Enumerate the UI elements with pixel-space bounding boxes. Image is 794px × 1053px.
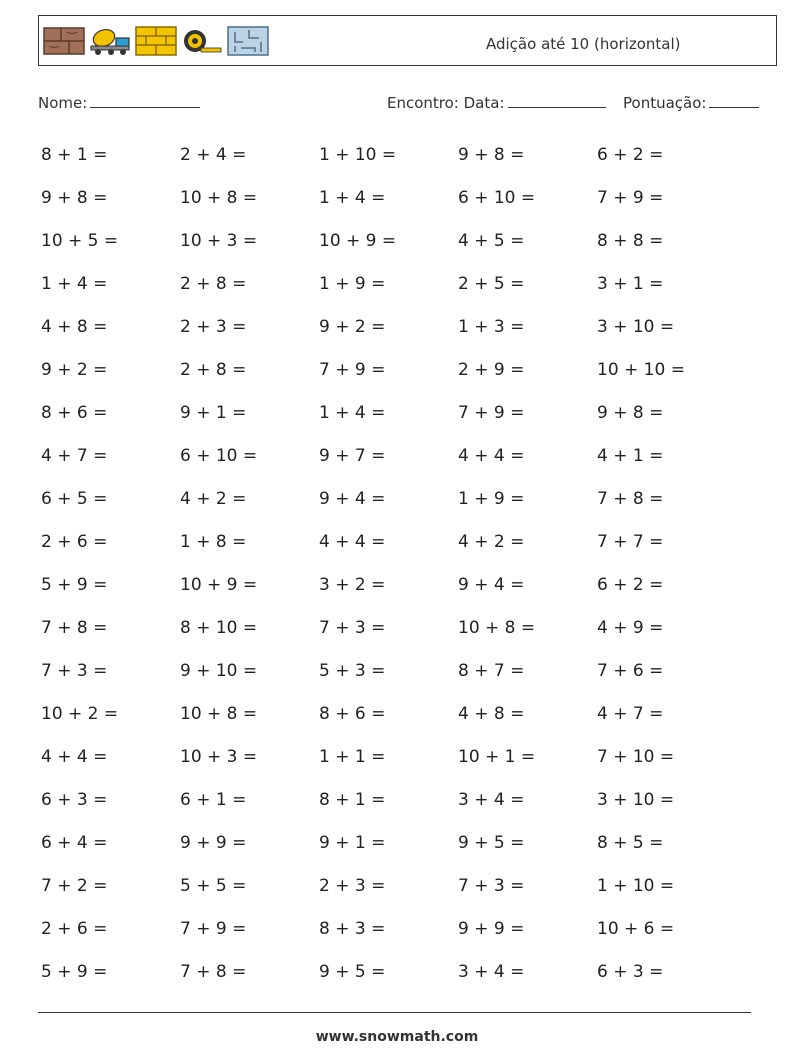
addition-problem: 10 + 8 = [458,618,536,638]
addition-problem: 1 + 10 = [597,876,675,896]
addition-problem: 9 + 1 = [319,833,386,853]
addition-problem: 7 + 3 = [319,618,386,638]
addition-problem: 4 + 9 = [597,618,664,638]
addition-problem: 5 + 9 = [41,962,108,982]
addition-problem: 7 + 9 = [180,919,247,939]
addition-problem: 7 + 8 = [180,962,247,982]
problem-row [41,477,741,520]
addition-problem: 7 + 10 = [597,747,675,767]
addition-problem: 3 + 10 = [597,790,675,810]
addition-problem: 3 + 2 = [319,575,386,595]
addition-problem: 9 + 5 = [458,833,525,853]
name-field [38,93,200,112]
date-field [387,93,606,112]
problem-row [41,520,741,563]
addition-problem: 9 + 10 = [180,661,258,681]
addition-problem: 7 + 9 = [597,188,664,208]
addition-problem: 8 + 6 = [319,704,386,724]
problem-grid [41,133,741,993]
addition-problem: 1 + 4 = [319,188,386,208]
addition-problem: 8 + 5 = [597,833,664,853]
problem-row [41,907,741,950]
addition-problem: 10 + 6 = [597,919,675,939]
addition-problem: 1 + 1 = [319,747,386,767]
addition-problem: 9 + 4 = [319,489,386,509]
addition-problem: 5 + 5 = [180,876,247,896]
addition-problem: 10 + 8 = [180,188,258,208]
addition-problem: 7 + 3 = [458,876,525,896]
problem-row [41,434,741,477]
footer-url: www.snowmath.com [315,1029,479,1045]
addition-problem: 6 + 3 = [597,962,664,982]
addition-problem: 9 + 4 = [458,575,525,595]
addition-problem: 7 + 9 = [319,360,386,380]
addition-problem: 4 + 4 = [41,747,108,767]
addition-problem: 1 + 9 = [458,489,525,509]
addition-problem: 10 + 10 = [597,360,685,380]
addition-problem: 1 + 10 = [319,145,397,165]
problem-row [41,864,741,907]
addition-problem: 4 + 8 = [41,317,108,337]
addition-problem: 10 + 8 = [180,704,258,724]
addition-problem: 9 + 9 = [458,919,525,939]
footer-divider [38,1012,751,1013]
score-label: Pontuação: [623,94,707,112]
problem-row [41,262,741,305]
addition-problem: 6 + 4 = [41,833,108,853]
problem-row [41,305,741,348]
addition-problem: 10 + 9 = [180,575,258,595]
addition-problem: 2 + 5 = [458,274,525,294]
score-field [623,93,759,112]
addition-problem: 8 + 6 = [41,403,108,423]
addition-problem: 9 + 9 = [180,833,247,853]
addition-problem: 8 + 1 = [319,790,386,810]
addition-problem: 9 + 1 = [180,403,247,423]
problem-row [41,133,741,176]
score-blank[interactable] [709,93,759,108]
addition-problem: 1 + 4 = [41,274,108,294]
addition-problem: 6 + 5 = [41,489,108,509]
problem-row [41,391,741,434]
problem-row [41,950,741,993]
addition-problem: 6 + 10 = [458,188,536,208]
addition-problem: 9 + 5 = [319,962,386,982]
addition-problem: 8 + 3 = [319,919,386,939]
addition-problem: 4 + 8 = [458,704,525,724]
name-blank[interactable] [90,93,200,108]
addition-problem: 2 + 3 = [180,317,247,337]
addition-problem: 2 + 6 = [41,919,108,939]
addition-problem: 6 + 2 = [597,145,664,165]
problem-row [41,606,741,649]
addition-problem: 2 + 6 = [41,532,108,552]
addition-problem: 3 + 1 = [597,274,664,294]
addition-problem: 4 + 4 = [458,446,525,466]
addition-problem: 7 + 2 = [41,876,108,896]
problem-row [41,219,741,262]
addition-problem: 10 + 3 = [180,747,258,767]
addition-problem: 3 + 4 = [458,790,525,810]
addition-problem: 7 + 6 = [597,661,664,681]
addition-problem: 8 + 10 = [180,618,258,638]
addition-problem: 2 + 8 = [180,274,247,294]
addition-problem: 2 + 4 = [180,145,247,165]
encounter-date-label: Encontro: Data: [387,94,505,112]
addition-problem: 10 + 9 = [319,231,397,251]
name-label: Nome: [38,94,88,112]
addition-problem: 10 + 1 = [458,747,536,767]
addition-problem: 4 + 2 = [180,489,247,509]
addition-problem: 9 + 2 = [41,360,108,380]
addition-problem: 5 + 9 = [41,575,108,595]
addition-problem: 7 + 8 = [41,618,108,638]
addition-problem: 2 + 8 = [180,360,247,380]
addition-problem: 4 + 1 = [597,446,664,466]
addition-problem: 9 + 7 = [319,446,386,466]
addition-problem: 9 + 8 = [597,403,664,423]
addition-problem: 3 + 10 = [597,317,675,337]
addition-problem: 2 + 3 = [319,876,386,896]
addition-problem: 1 + 9 = [319,274,386,294]
addition-problem: 4 + 4 = [319,532,386,552]
addition-problem: 9 + 2 = [319,317,386,337]
tape-measure-icon [181,26,223,56]
addition-problem: 8 + 7 = [458,661,525,681]
addition-problem: 1 + 4 = [319,403,386,423]
addition-problem: 10 + 2 = [41,704,119,724]
addition-problem: 4 + 7 = [597,704,664,724]
header-icons [43,24,269,58]
problem-row [41,563,741,606]
addition-problem: 7 + 8 = [597,489,664,509]
problem-row [41,778,741,821]
page-title: Adição até 10 (horizontal) [486,35,681,53]
addition-problem: 3 + 4 = [458,962,525,982]
addition-problem: 1 + 3 = [458,317,525,337]
addition-problem: 2 + 9 = [458,360,525,380]
addition-problem: 9 + 8 = [458,145,525,165]
addition-problem: 10 + 3 = [180,231,258,251]
wood-planks-icon [43,26,85,56]
addition-problem: 6 + 10 = [180,446,258,466]
addition-problem: 4 + 5 = [458,231,525,251]
problem-row [41,692,741,735]
cement-mixer-truck-icon [89,26,131,56]
addition-problem: 7 + 7 = [597,532,664,552]
addition-problem: 8 + 1 = [41,145,108,165]
problem-row [41,348,741,391]
addition-problem: 4 + 2 = [458,532,525,552]
problem-row [41,735,741,778]
addition-problem: 7 + 9 = [458,403,525,423]
addition-problem: 7 + 3 = [41,661,108,681]
addition-problem: 5 + 3 = [319,661,386,681]
addition-problem: 10 + 5 = [41,231,119,251]
worksheet-header [38,15,777,66]
date-blank[interactable] [508,93,606,108]
addition-problem: 1 + 8 = [180,532,247,552]
maze-icon [227,26,269,56]
addition-problem: 6 + 3 = [41,790,108,810]
addition-problem: 6 + 1 = [180,790,247,810]
addition-problem: 6 + 2 = [597,575,664,595]
problem-row [41,176,741,219]
problem-row [41,821,741,864]
problem-row [41,649,741,692]
addition-problem: 4 + 7 = [41,446,108,466]
addition-problem: 8 + 8 = [597,231,664,251]
addition-problem: 9 + 8 = [41,188,108,208]
bricks-icon [135,26,177,56]
